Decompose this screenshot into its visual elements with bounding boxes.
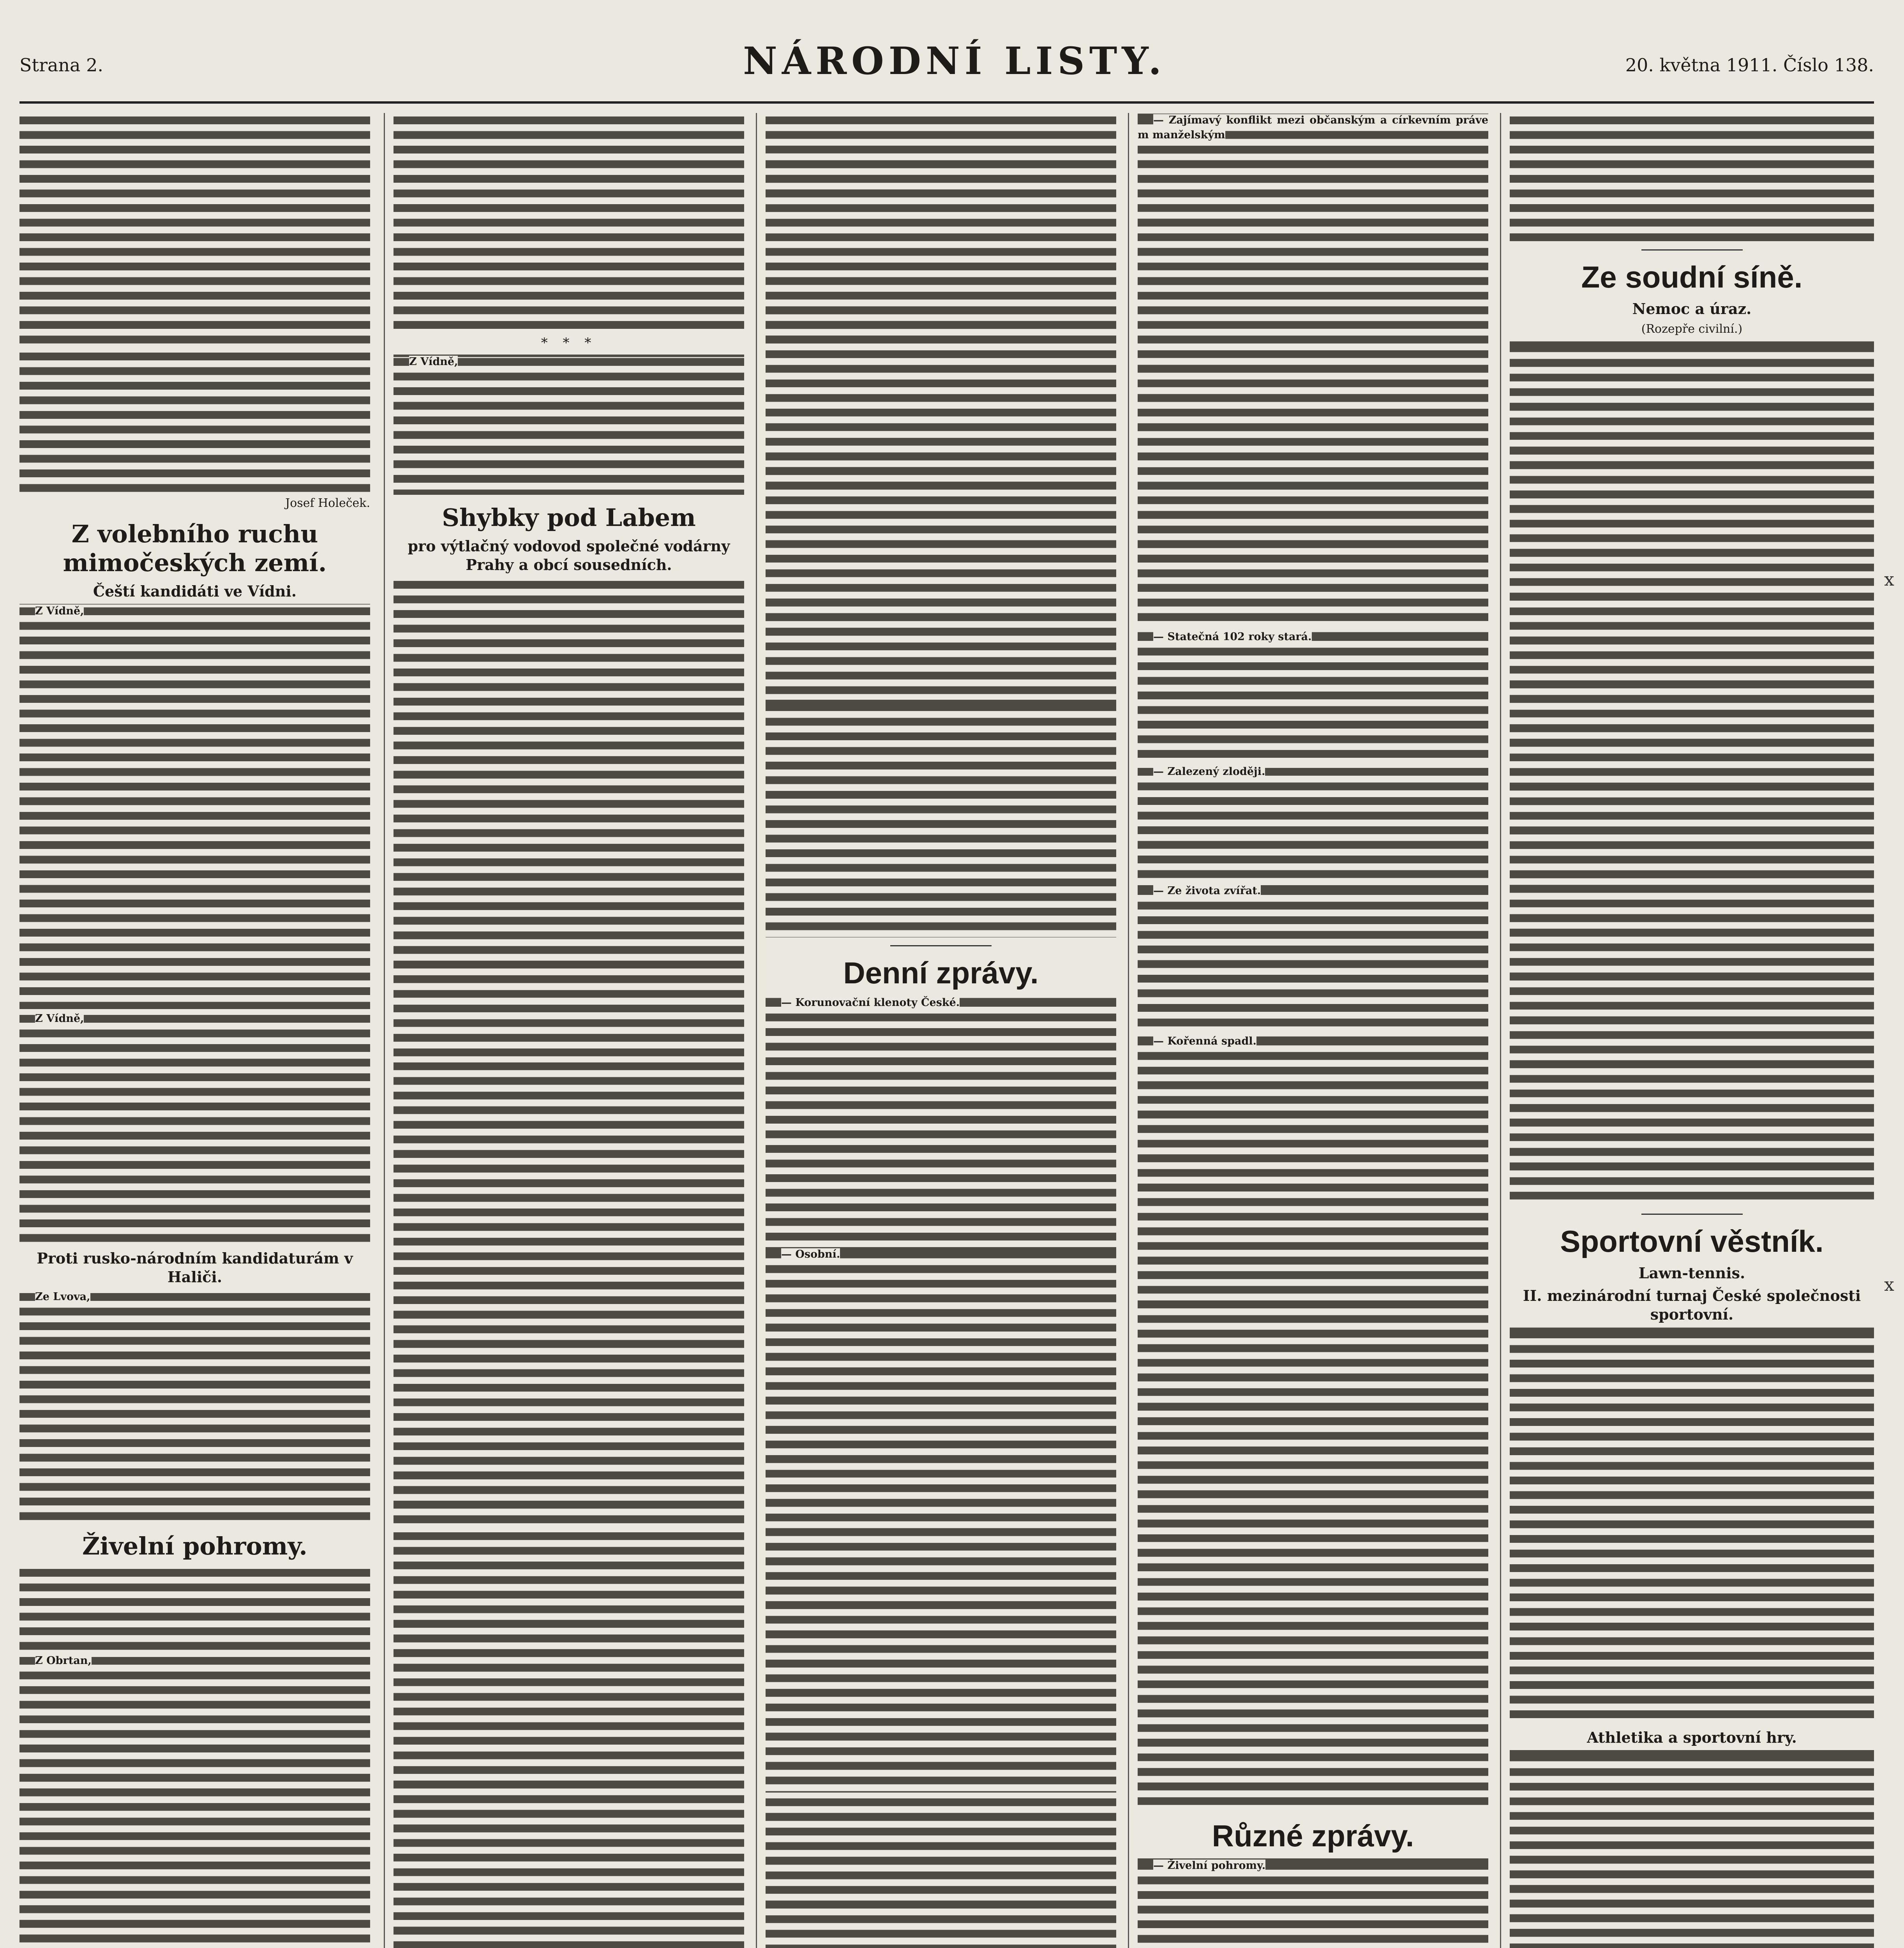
dateline: Z Vídně,	[35, 1013, 84, 1025]
column-1	[19, 113, 370, 1948]
article-heading: Živelní pohromy.	[82, 1532, 307, 1560]
article-text	[19, 1565, 370, 1651]
column-rule	[1128, 113, 1129, 1948]
news-lead: — Statečná 102 roky stará.	[1153, 631, 1312, 643]
news-lead: — Ze života zvířat.	[1153, 885, 1261, 897]
column-5	[1510, 113, 1874, 1948]
news-lead: — Osobní.	[781, 1248, 840, 1260]
section-divider	[1641, 1214, 1743, 1215]
section-heading: Různé zprávy.	[1212, 1819, 1414, 1853]
section-subheading: Čeští kandidáti ve Vídni.	[93, 582, 297, 600]
column-rule	[1500, 113, 1501, 1948]
margin-mark: x	[1884, 569, 1894, 590]
article-text	[1138, 1858, 1488, 1948]
section-subheading: Nemoc a úraz.	[1632, 300, 1752, 318]
article-text	[1138, 113, 1488, 627]
section-subheading: Athletika a sportovní hry.	[1587, 1729, 1797, 1746]
news-lead: — Živelní pohromy.	[1153, 1860, 1266, 1872]
dateline: Z Obrtan,	[35, 1655, 92, 1667]
section-subheading: Proti rusko-národním kandidaturám v Haliči.	[37, 1249, 353, 1286]
article-text	[1138, 630, 1488, 762]
article-text	[766, 1795, 1116, 1948]
article-text	[766, 995, 1116, 1245]
news-lead: — Korunovační klenoty České.	[781, 997, 960, 1009]
article-text	[1510, 1750, 1874, 1948]
article-text	[19, 1290, 370, 1523]
section-heading: Ze soudní síně.	[1581, 260, 1803, 294]
column-3	[766, 113, 1116, 1948]
article-text	[19, 604, 370, 1009]
article-text	[394, 577, 744, 1057]
article-text	[1138, 764, 1488, 881]
margin-mark: x	[1884, 1274, 1894, 1295]
article-text	[394, 1059, 744, 1526]
article-text	[1138, 1034, 1488, 1809]
issue-date: 20. května 1911. Číslo 138.	[1625, 55, 1874, 76]
article-text	[1510, 113, 1874, 242]
news-lead: — Zajímavý konflikt mezi občanským a církevním právem manželským	[1138, 114, 1488, 141]
article-text	[19, 1011, 370, 1245]
article-signature: Josef Holeček.	[285, 496, 370, 510]
section-separator: * * *	[541, 335, 597, 351]
article-text	[19, 1653, 370, 1948]
article-text	[19, 349, 370, 493]
article-text	[394, 1529, 744, 1948]
article-heading: Z volebního ruchu mimočeských zemí.	[63, 520, 327, 577]
article-text	[1138, 884, 1488, 1032]
column-rule	[384, 113, 385, 1948]
page-number: Strana 2.	[19, 55, 103, 76]
article-text	[1510, 341, 1874, 1206]
column-2	[394, 113, 744, 1948]
news-lead: — Zalezený zloději.	[1153, 766, 1265, 778]
article-text	[766, 113, 1116, 697]
section-divider	[1641, 249, 1743, 251]
article-heading: Shybky pod Labem	[442, 503, 696, 532]
section-note: (Rozepře civilní.)	[1641, 322, 1743, 336]
article-text	[394, 355, 744, 495]
article-text	[1510, 1327, 1874, 1724]
article-text	[766, 1247, 1116, 1793]
dateline: Z Vídně,	[409, 356, 458, 368]
section-heading: Sportovní věstník.	[1560, 1224, 1824, 1258]
column-rule	[756, 113, 757, 1948]
dateline: Z Vídně,	[35, 605, 84, 617]
section-subheading: Lawn-tennis.	[1638, 1264, 1745, 1282]
masthead-title: NÁRODNÍ LISTY.	[743, 39, 1166, 83]
news-lead: — Kořenná spadl.	[1153, 1035, 1256, 1047]
column-4	[1138, 113, 1488, 1948]
section-divider	[890, 945, 992, 946]
section-subheading: II. mezinárodní turnaj České společnosti sportovní.	[1523, 1287, 1861, 1323]
article-text	[394, 113, 744, 331]
page-header	[19, 39, 1874, 104]
section-heading: Denní zprávy.	[843, 956, 1039, 990]
article-text	[19, 113, 370, 347]
article-text	[766, 700, 1116, 937]
section-subheading: pro výtlačný vodovod společné vodárny Prahy a obcí sousedních.	[408, 537, 730, 573]
dateline: Ze Lvova,	[35, 1291, 90, 1303]
